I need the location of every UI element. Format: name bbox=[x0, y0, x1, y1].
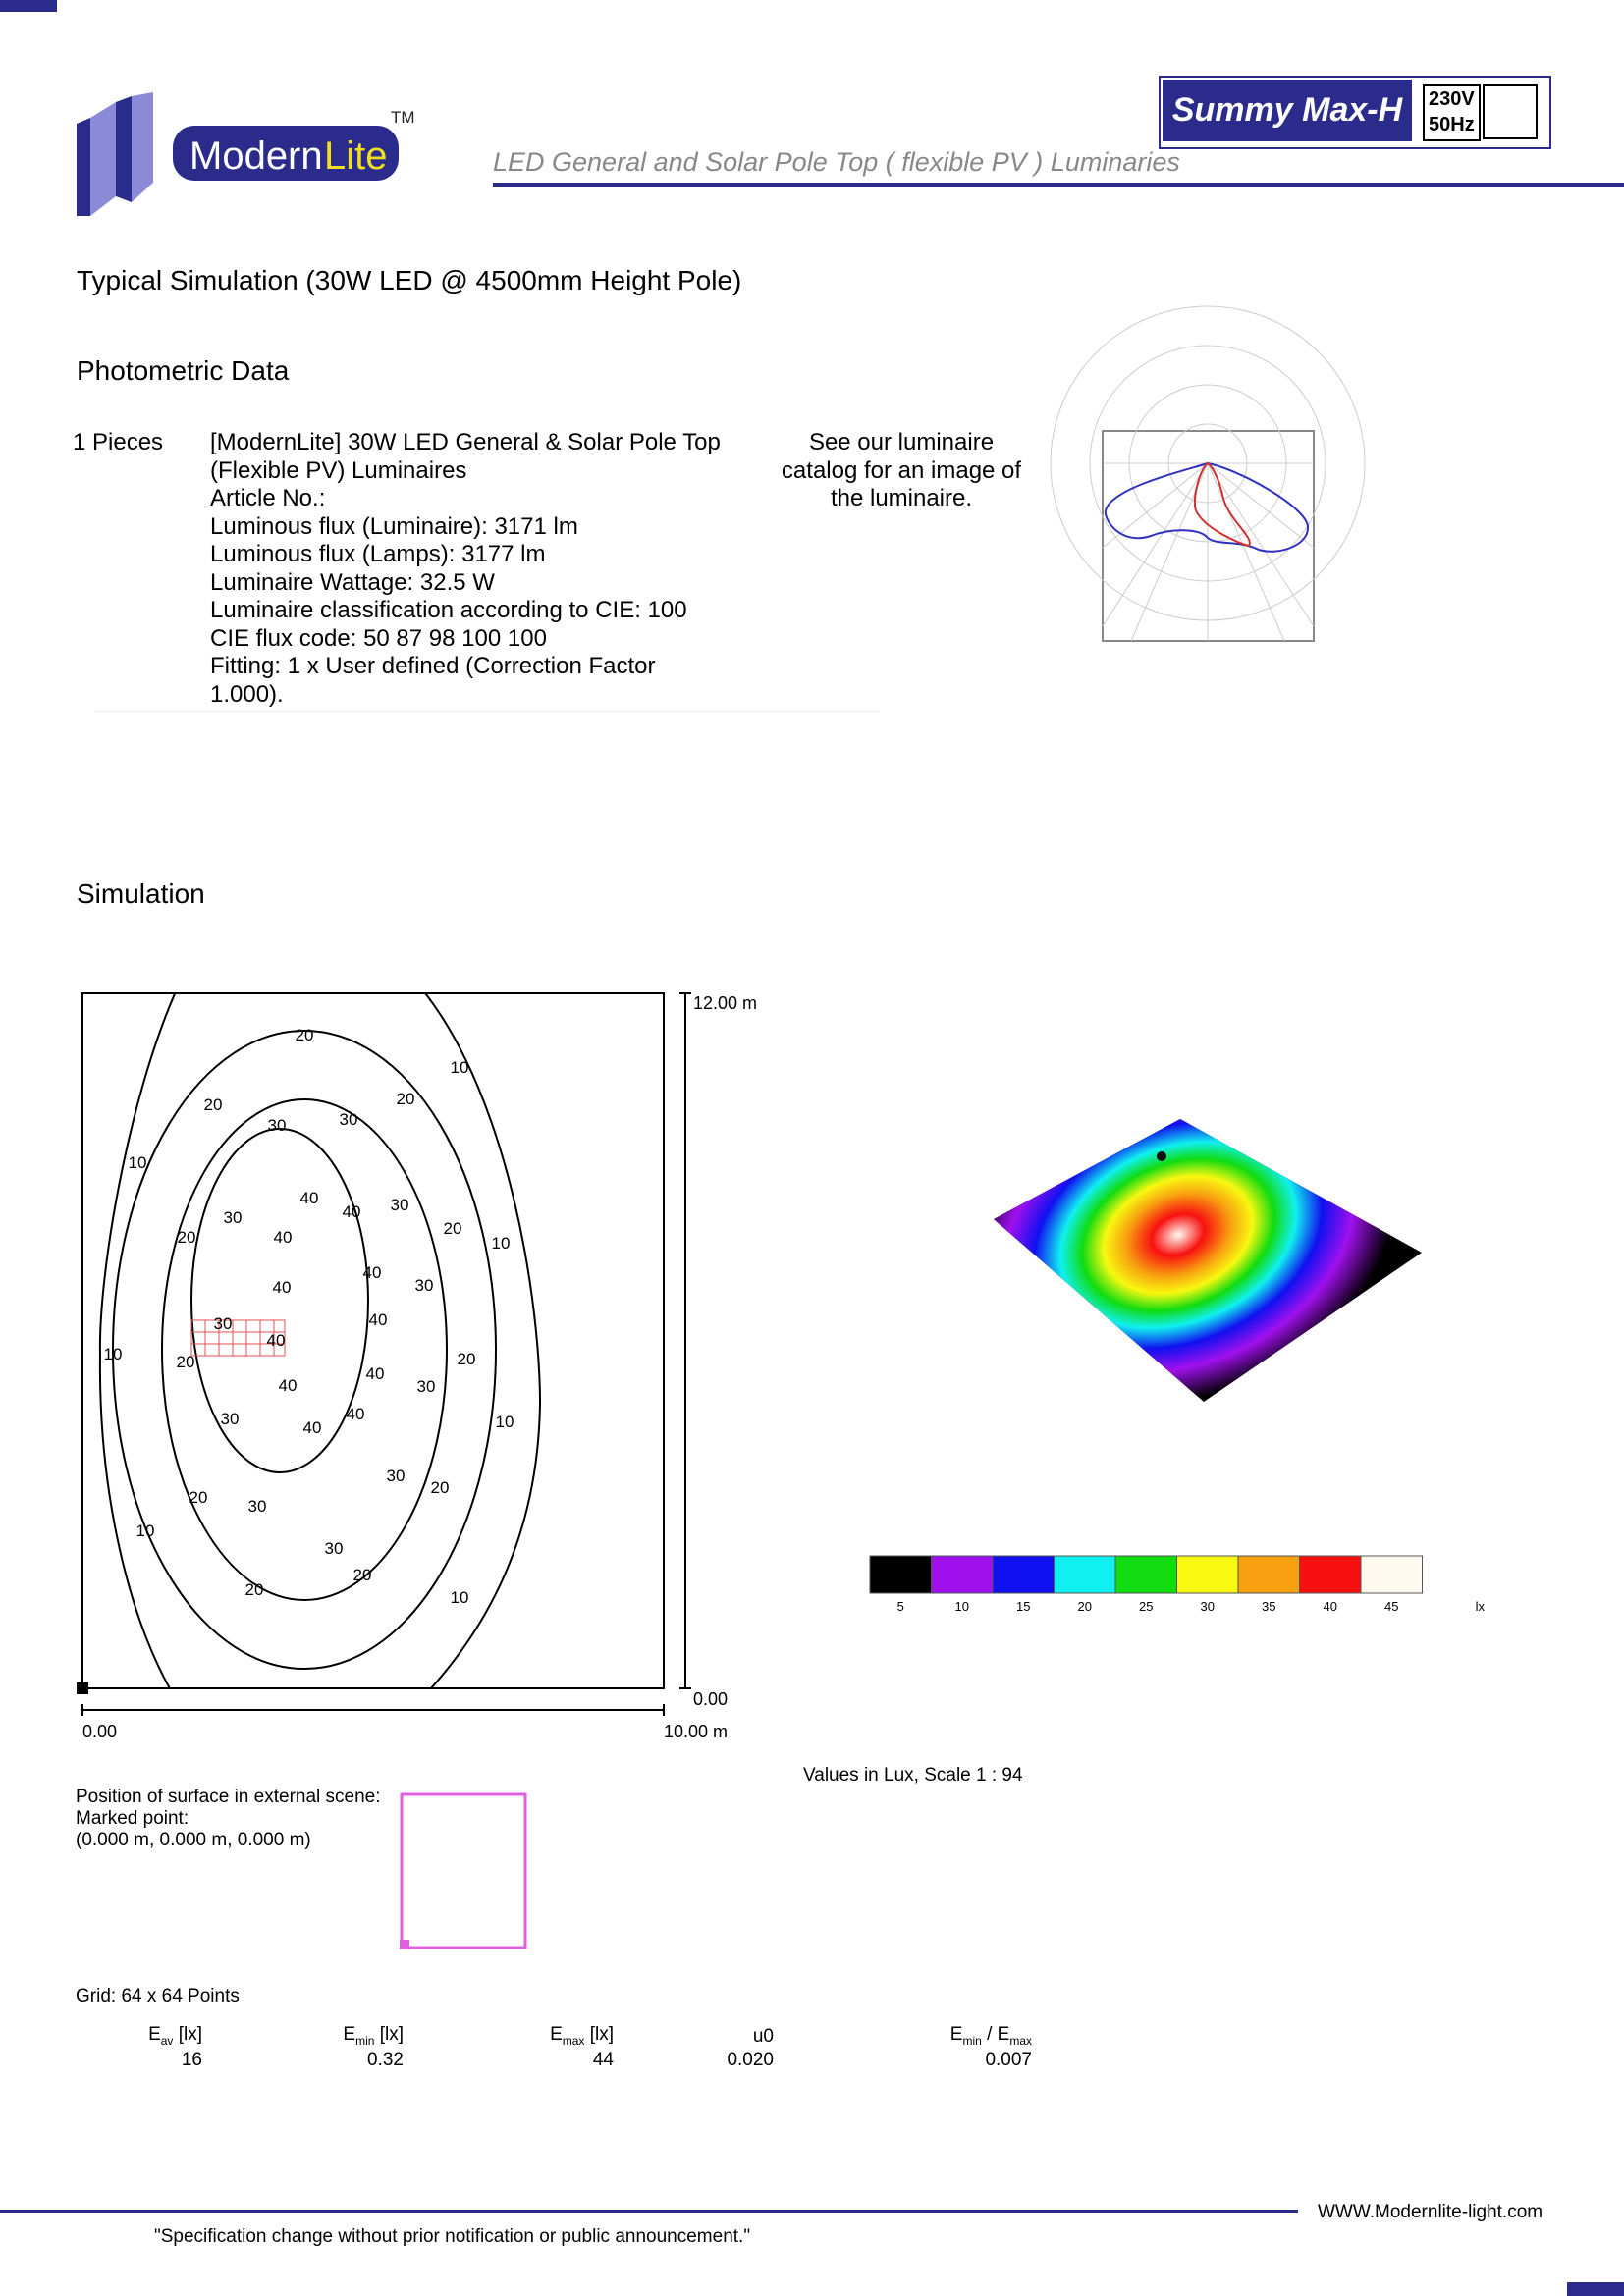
stat-emax-header: $E_{max}$ [lx] bbox=[550, 2024, 614, 2048]
surface-position-line: Marked point: bbox=[76, 1808, 189, 1829]
corner-accent-bottom bbox=[1567, 2282, 1624, 2296]
luminaire-description bbox=[210, 429, 780, 709]
legend-swatch bbox=[1300, 1556, 1362, 1593]
pieces-count: 1 Pieces bbox=[73, 429, 164, 455]
contour-label: 30 bbox=[213, 1314, 233, 1333]
desc-line: 1.000). bbox=[210, 680, 284, 708]
contour-label: 30 bbox=[267, 1116, 287, 1135]
stat-emin-value: 0.32 bbox=[367, 2050, 404, 2070]
website-link[interactable]: WWW.Modernlite-light.com bbox=[1318, 2202, 1543, 2222]
legend-label: 10 bbox=[954, 1599, 969, 1614]
header-divider bbox=[493, 183, 1624, 187]
contour-label: 10 bbox=[103, 1345, 123, 1363]
contour-label: 40 bbox=[342, 1202, 361, 1221]
contour-label: 30 bbox=[416, 1377, 436, 1396]
frequency-label: 50Hz bbox=[1429, 114, 1475, 135]
legend-swatch bbox=[932, 1556, 994, 1593]
stat-emax-value: 44 bbox=[592, 2050, 614, 2070]
polar-intensity-diagram bbox=[1102, 430, 1315, 642]
legend-swatch bbox=[993, 1556, 1055, 1593]
trademark-mark: TM bbox=[391, 108, 415, 127]
surface-position-line: Position of surface in external scene: bbox=[76, 1787, 381, 1807]
stat-u0-value: 0.020 bbox=[727, 2050, 774, 2070]
height-dimension bbox=[679, 993, 691, 1688]
y-axis-max-label: 12.00 m bbox=[693, 993, 758, 1013]
voltage-box bbox=[1423, 84, 1481, 141]
contour-label: 20 bbox=[457, 1350, 476, 1368]
legend-label: 25 bbox=[1139, 1599, 1154, 1614]
simulation-heading: Simulation bbox=[77, 879, 205, 909]
catalog-note-line: catalog for an image of bbox=[781, 456, 1022, 484]
illuminance-3d-render bbox=[982, 1109, 1434, 1423]
legend-label: 5 bbox=[896, 1599, 904, 1614]
contour-label: 20 bbox=[443, 1219, 462, 1238]
contour-label: 20 bbox=[189, 1488, 208, 1507]
contour-label: 30 bbox=[247, 1497, 267, 1516]
contour-label: 40 bbox=[346, 1405, 365, 1423]
contour-label: 40 bbox=[272, 1278, 292, 1297]
contour-label: 40 bbox=[368, 1310, 388, 1329]
legend-swatch bbox=[870, 1556, 932, 1593]
contour-label: 40 bbox=[266, 1331, 286, 1350]
contour-label: 20 bbox=[396, 1090, 415, 1108]
contour-label: 40 bbox=[273, 1228, 293, 1247]
desc-line: Luminous flux (Lamps): 3177 lm bbox=[210, 541, 546, 567]
section-divider bbox=[94, 711, 880, 712]
contour-label: 30 bbox=[390, 1196, 409, 1214]
legend-swatches bbox=[870, 1556, 1423, 1593]
catalog-note bbox=[766, 429, 1037, 513]
desc-line: Article No.: bbox=[210, 485, 326, 511]
contour-label: 30 bbox=[220, 1410, 240, 1428]
legend-swatch bbox=[1361, 1556, 1423, 1593]
footer-divider bbox=[0, 2210, 1298, 2213]
stat-eav-header: $E_{av}$ [lx] bbox=[148, 2024, 202, 2048]
contour-label: 10 bbox=[495, 1413, 514, 1431]
modernlite-logo bbox=[75, 92, 428, 220]
lux-color-legend bbox=[870, 1555, 1485, 1614]
contour-label: 20 bbox=[177, 1228, 196, 1247]
contour-label: 30 bbox=[339, 1110, 358, 1129]
contour-label: 40 bbox=[362, 1263, 382, 1282]
width-dimension bbox=[82, 1704, 664, 1716]
isolux-contour-plot bbox=[69, 982, 776, 1747]
legend-swatch bbox=[1177, 1556, 1239, 1593]
legend-label: 45 bbox=[1384, 1599, 1399, 1614]
legend-swatch bbox=[1115, 1556, 1177, 1593]
desc-line: CIE flux code: 50 87 98 100 100 bbox=[210, 624, 547, 652]
contour-label: 10 bbox=[135, 1522, 155, 1540]
desc-line: Luminous flux (Luminaire): 3171 lm bbox=[210, 512, 578, 540]
stat-emin-header: $E_{min}$ [lx] bbox=[343, 2024, 404, 2048]
desc-line: Fitting: 1 x User defined (Correction Factor bbox=[210, 653, 656, 679]
contour-label: 10 bbox=[450, 1588, 469, 1607]
legend-label: 20 bbox=[1077, 1599, 1092, 1614]
disclaimer: "Specification change without prior notification or public announcement." bbox=[154, 2226, 751, 2247]
contour-label: 10 bbox=[491, 1234, 511, 1253]
legend-unit: lx bbox=[1475, 1599, 1485, 1614]
contour-label: 30 bbox=[414, 1276, 434, 1295]
catalog-note-line: See our luminaire bbox=[808, 429, 995, 455]
contour-label: 20 bbox=[352, 1566, 372, 1584]
product-tagline: LED General and Solar Pole Top ( flexible PV ) Luminaries bbox=[493, 147, 1180, 177]
surface-position-line: (0.000 m, 0.000 m, 0.000 m) bbox=[76, 1830, 311, 1850]
legend-labels bbox=[897, 1599, 1399, 1614]
logo-text-lite: Lite bbox=[324, 134, 388, 178]
contour-label: 20 bbox=[244, 1580, 264, 1599]
stat-ratio-value: 0.007 bbox=[985, 2050, 1032, 2070]
photometric-heading: Photometric Data bbox=[77, 355, 290, 386]
stat-u0-header: u0 bbox=[752, 2026, 774, 2047]
contour-label: 30 bbox=[223, 1208, 243, 1227]
surface-position bbox=[76, 1787, 381, 1851]
page-title: Typical Simulation (30W LED @ 4500mm Height Pole) bbox=[77, 265, 742, 295]
x-axis-max-label: 10.00 m bbox=[664, 1722, 729, 1741]
grid-info: Grid: 64 x 64 Points bbox=[76, 1986, 240, 2006]
desc-line: [ModernLite] 30W LED General & Solar Pole Top bbox=[210, 429, 721, 455]
desc-line: (Flexible PV) Luminaires bbox=[210, 456, 467, 484]
corner-accent-top bbox=[0, 0, 57, 12]
product-name: Summy Max-H bbox=[1163, 80, 1412, 141]
contour-label: 20 bbox=[430, 1478, 450, 1497]
legend-label: 15 bbox=[1016, 1599, 1031, 1614]
voltage-label: 230V bbox=[1429, 88, 1475, 110]
certification-box bbox=[1483, 84, 1538, 139]
contour-label: 40 bbox=[278, 1376, 298, 1395]
contour-label: 40 bbox=[365, 1364, 385, 1383]
legend-label: 35 bbox=[1262, 1599, 1276, 1614]
desc-line: Luminaire classification according to CIE: 100 bbox=[210, 597, 687, 623]
surface-position-diagram bbox=[400, 1792, 527, 1949]
contour-label: 40 bbox=[302, 1418, 322, 1437]
logo-text-modern: Modern bbox=[189, 134, 323, 178]
origin-marker bbox=[77, 1682, 88, 1694]
contour-label: 30 bbox=[386, 1467, 406, 1485]
values-note: Values in Lux, Scale 1 : 94 bbox=[803, 1765, 1023, 1786]
contour-label: 30 bbox=[324, 1539, 344, 1558]
contour-label: 20 bbox=[176, 1353, 195, 1371]
contour-label: 40 bbox=[299, 1189, 319, 1207]
desc-line: Luminaire Wattage: 32.5 W bbox=[210, 568, 495, 596]
contour-label: 10 bbox=[450, 1058, 469, 1077]
contour-label: 20 bbox=[203, 1095, 223, 1114]
y-axis-min-label: 0.00 bbox=[693, 1689, 729, 1709]
catalog-note-line: the luminaire. bbox=[830, 485, 973, 511]
x-axis-min-label: 0.00 bbox=[82, 1722, 118, 1741]
legend-label: 40 bbox=[1323, 1599, 1337, 1614]
stat-eav-value: 16 bbox=[181, 2050, 202, 2070]
stat-ratio-header: $E_{min} / E_{max}$ bbox=[949, 2024, 1032, 2048]
legend-swatch bbox=[1238, 1556, 1300, 1593]
legend-label: 30 bbox=[1200, 1599, 1215, 1614]
contour-label: 20 bbox=[295, 1026, 314, 1044]
contour-label: 10 bbox=[128, 1153, 147, 1172]
legend-swatch bbox=[1055, 1556, 1116, 1593]
